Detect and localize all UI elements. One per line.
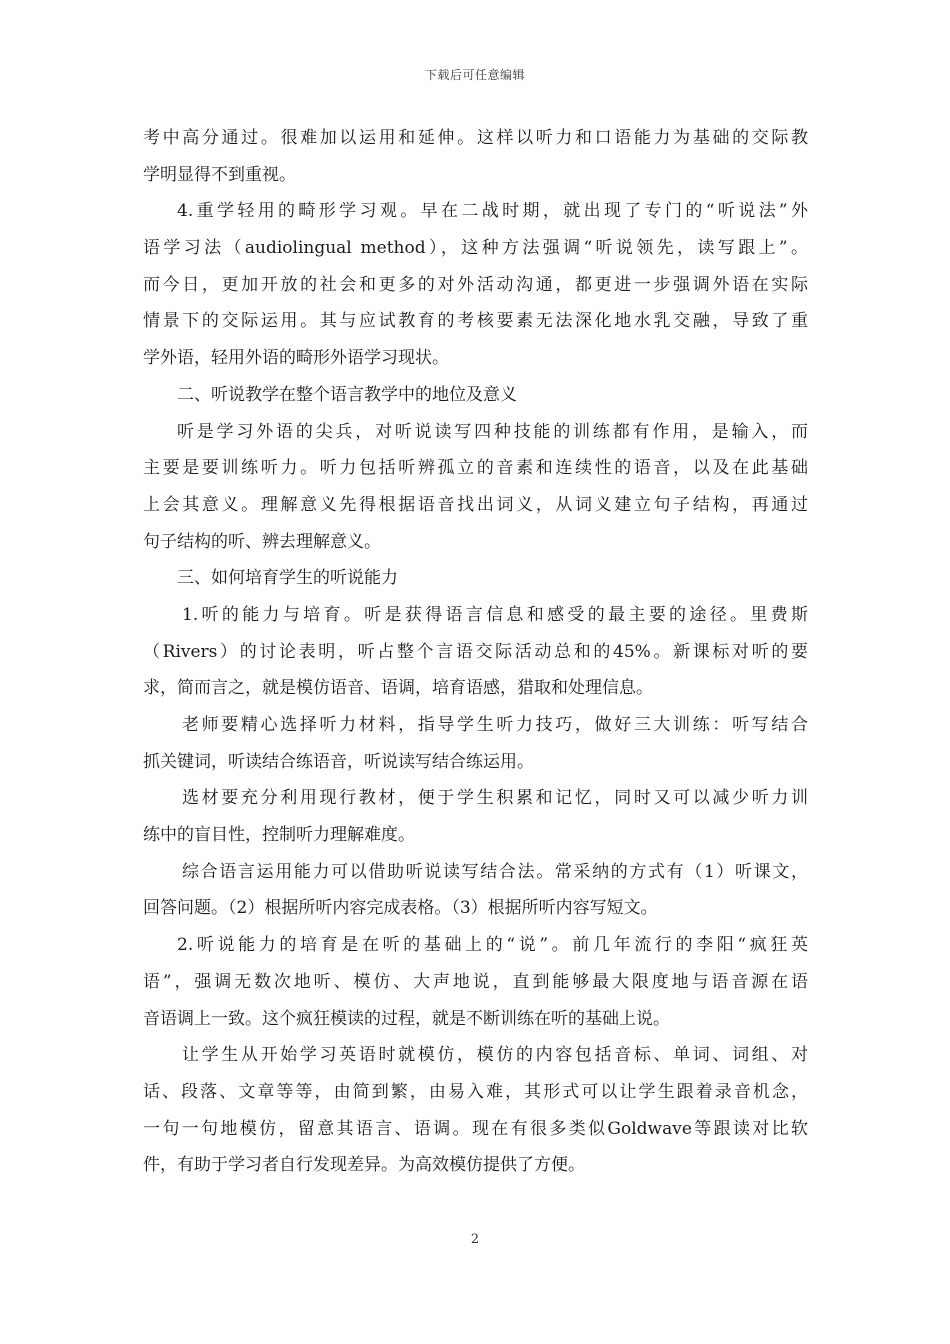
text-line: 1.听的能力与培育。听是获得语言信息和感受的最主要的途径。里费斯 bbox=[182, 604, 808, 625]
text-line: 学明显得不到重视。 bbox=[143, 164, 296, 185]
text-line: 学外语，轻用外语的畸形外语学习现状。 bbox=[143, 348, 449, 369]
text-line: 语学习法（audiolingual method），这种方法强调“听说领先，读写跟上”。 bbox=[143, 238, 808, 259]
text-line: 抓关键词，听读结合练语音，听说读写结合练运用。 bbox=[143, 751, 534, 772]
text-line: 一句一句地模仿，留意其语言、语调。现在有很多类似Goldwave等跟读对比软 bbox=[143, 1118, 808, 1139]
text-line: 音语调上一致。这个疯狂模读的过程，就是不断训练在听的基础上说。 bbox=[143, 1008, 670, 1029]
text-line: 2.听说能力的培育是在听的基础上的“说”。前几年流行的李阳“疯狂英 bbox=[177, 935, 808, 956]
text-line: 4.重学轻用的畸形学习观。早在二战时期，就出现了专门的“听说法”外 bbox=[177, 201, 808, 222]
page-header: 下载后可任意编辑 bbox=[424, 68, 525, 82]
text-line: 话、段落、文章等等，由简到繁，由易入难，其形式可以让学生跟着录音机念， bbox=[143, 1081, 808, 1102]
text-line: 件，有助于学习者自行发现差异。为高效模仿提供了方便。 bbox=[143, 1155, 585, 1176]
text-line: （Rivers）的讨论表明，听占整个言语交际活动总和的45%。新课标对听的要 bbox=[143, 641, 808, 662]
text-line: 回答问题。（2）根据所听内容完成表格。（3）根据所听内容写短文。 bbox=[143, 898, 658, 919]
text-line: 让学生从开始学习英语时就模仿，模仿的内容包括音标、单词、词组、对 bbox=[182, 1045, 808, 1066]
text-line: 选材要充分利用现行教材，便于学生积累和记忆，同时又可以减少听力训 bbox=[182, 788, 808, 809]
text-line: 主要是要训练听力。听力包括听辨孤立的音素和连续性的语音，以及在此基础 bbox=[143, 458, 808, 479]
section-heading: 三、如何培育学生的听说能力 bbox=[177, 568, 398, 589]
text-line: 考中高分通过。很难加以运用和延伸。这样以听力和口语能力为基础的交际教 bbox=[143, 128, 808, 148]
page-number: 2 bbox=[470, 1232, 480, 1247]
text-line: 而今日，更加开放的社会和更多的对外活动沟通，都更进一步强调外语在实际 bbox=[143, 274, 808, 295]
text-line: 句子结构的听、辨去理解意义。 bbox=[143, 531, 381, 552]
text-line: 听是学习外语的尖兵，对听说读写四种技能的训练都有作用，是输入，而 bbox=[177, 421, 808, 442]
text-line: 老师要精心选择听力材料，指导学生听力技巧，做好三大训练：听写结合 bbox=[182, 715, 808, 735]
text-line: 求，简而言之，就是模仿语音、语调，培育语感，猎取和处理信息。 bbox=[143, 678, 653, 699]
text-line: 语”，强调无数次地听、模仿、大声地说，直到能够最大限度地与语音源在语 bbox=[143, 971, 808, 992]
text-line: 练中的盲目性，控制听力理解难度。 bbox=[143, 825, 415, 846]
text-line: 综合语言运用能力可以借助听说读写结合法。常采纳的方式有（1）听课文， bbox=[182, 861, 808, 882]
text-line: 情景下的交际运用。其与应试教育的考核要素无法深化地水乳交融，导致了重 bbox=[143, 311, 808, 332]
section-heading: 二、听说教学在整个语言教学中的地位及意义 bbox=[177, 384, 517, 405]
document-body bbox=[143, 120, 808, 1184]
text-line: 上会其意义。理解意义先得根据语音找出词义，从词义建立句子结构，再通过 bbox=[143, 494, 808, 515]
